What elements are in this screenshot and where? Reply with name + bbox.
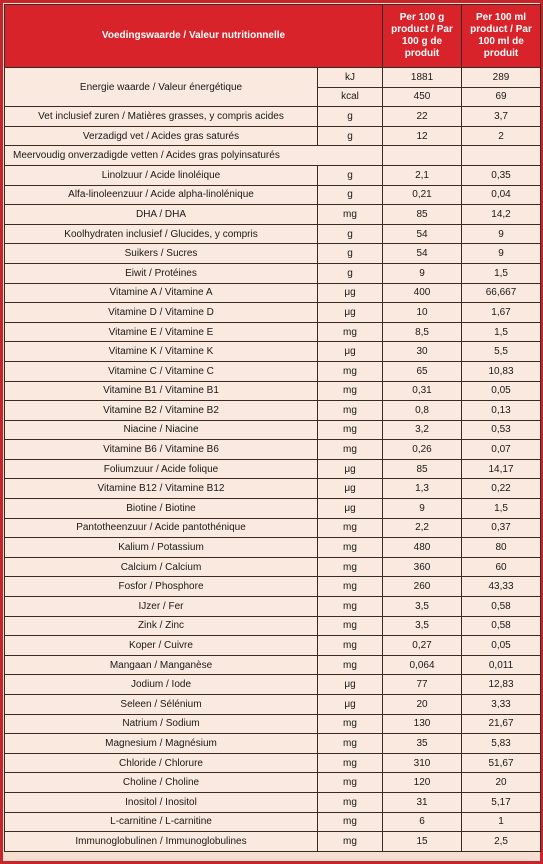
value-per-100g: 0,8 <box>383 401 462 421</box>
value-per-100g: 31 <box>383 792 462 812</box>
unit-cell: μg <box>318 303 383 323</box>
unit-cell: mg <box>318 440 383 460</box>
table-row <box>5 205 541 225</box>
value-per-100ml: 9 <box>462 244 541 264</box>
value-per-100ml: 0,58 <box>462 597 541 617</box>
value-per-100g: 1,3 <box>383 479 462 499</box>
table-row <box>5 538 541 558</box>
unit-cell: mg <box>318 714 383 734</box>
nutrient-label: Immunoglobulinen / Immunoglobulines <box>5 832 318 852</box>
value-per-100g: 3,5 <box>383 616 462 636</box>
unit-cell: g <box>318 126 383 146</box>
table-row <box>5 832 541 852</box>
value-per-100ml: 0,37 <box>462 518 541 538</box>
value-per-100g: 0,064 <box>383 655 462 675</box>
table-row <box>5 322 541 342</box>
value-per-100ml: 66,667 <box>462 283 541 303</box>
nutrient-label: Vitamine K / Vitamine K <box>5 342 318 362</box>
value-per-100ml: 289 <box>462 68 541 88</box>
value-per-100ml: 0,04 <box>462 185 541 205</box>
value-per-100g: 9 <box>383 263 462 283</box>
value-per-100g: 0,27 <box>383 636 462 656</box>
nutrition-table <box>4 4 541 852</box>
unit-cell: mg <box>318 773 383 793</box>
table-row <box>5 185 541 205</box>
value-per-100ml: 0,58 <box>462 616 541 636</box>
table-row <box>5 401 541 421</box>
value-per-100g: 12 <box>383 126 462 146</box>
unit-cell: mg <box>318 322 383 342</box>
value-per-100g: 9 <box>383 499 462 519</box>
nutrient-label: Vitamine B2 / Vitamine B2 <box>5 401 318 421</box>
nutrient-label: Vitamine B1 / Vitamine B1 <box>5 381 318 401</box>
table-row <box>5 107 541 127</box>
unit-cell: g <box>318 185 383 205</box>
table-row <box>5 616 541 636</box>
table-row <box>5 342 541 362</box>
unit-cell: g <box>318 244 383 264</box>
unit-cell: mg <box>318 792 383 812</box>
value-per-100ml: 10,83 <box>462 361 541 381</box>
unit-cell: μg <box>318 479 383 499</box>
table-row <box>5 714 541 734</box>
nutrient-label: Mangaan / Manganèse <box>5 655 318 675</box>
table-row <box>5 499 541 519</box>
unit-cell: mg <box>318 753 383 773</box>
unit-cell: mg <box>318 205 383 225</box>
unit-cell: μg <box>318 695 383 715</box>
value-per-100ml: 9 <box>462 224 541 244</box>
table-row <box>5 165 541 185</box>
value-per-100g: 2,1 <box>383 165 462 185</box>
value-per-100g: 85 <box>383 459 462 479</box>
nutrition-panel <box>3 3 540 861</box>
value-per-100g: 260 <box>383 577 462 597</box>
table-row <box>5 479 541 499</box>
nutrient-label: Biotine / Biotine <box>5 499 318 519</box>
unit-cell: mg <box>318 832 383 852</box>
value-per-100ml: 69 <box>462 87 541 107</box>
value-per-100ml: 14,2 <box>462 205 541 225</box>
unit-cell: kJ <box>318 68 383 88</box>
unit-cell: μg <box>318 459 383 479</box>
header-per-100ml: Per 100 ml product / Par 100 ml de produit <box>462 5 541 68</box>
unit-cell: mg <box>318 636 383 656</box>
value-per-100g: 0,21 <box>383 185 462 205</box>
value-per-100ml: 5,83 <box>462 734 541 754</box>
table-row <box>5 126 541 146</box>
table-row <box>5 753 541 773</box>
table-row <box>5 361 541 381</box>
value-per-100g: 2,2 <box>383 518 462 538</box>
value-per-100ml: 0,35 <box>462 165 541 185</box>
table-row <box>5 577 541 597</box>
value-per-100ml: 20 <box>462 773 541 793</box>
nutrient-label: Suikers / Sucres <box>5 244 318 264</box>
table-subheader-row <box>5 146 541 166</box>
nutrient-label: Niacine / Niacine <box>5 420 318 440</box>
nutrient-label: IJzer / Fer <box>5 597 318 617</box>
table-row <box>5 655 541 675</box>
unit-cell: mg <box>318 538 383 558</box>
nutrient-label: Koper / Cuivre <box>5 636 318 656</box>
table-row <box>5 518 541 538</box>
table-row <box>5 773 541 793</box>
table-row <box>5 557 541 577</box>
nutrient-label: Vitamine E / Vitamine E <box>5 322 318 342</box>
nutrient-label: Seleen / Sélénium <box>5 695 318 715</box>
value-per-100g: 1881 <box>383 68 462 88</box>
value-per-100ml: 2,5 <box>462 832 541 852</box>
nutrient-label: Koolhydraten inclusief / Glucides, y compris <box>5 224 318 244</box>
value-per-100g: 130 <box>383 714 462 734</box>
value-per-100g: 120 <box>383 773 462 793</box>
value-per-100ml: 0,53 <box>462 420 541 440</box>
empty-cell <box>383 146 462 166</box>
unit-cell: μg <box>318 675 383 695</box>
value-per-100ml: 3,7 <box>462 107 541 127</box>
nutrient-label: Vitamine B6 / Vitamine B6 <box>5 440 318 460</box>
unit-cell: mg <box>318 577 383 597</box>
value-per-100ml: 1,67 <box>462 303 541 323</box>
table-row <box>5 597 541 617</box>
value-per-100ml: 60 <box>462 557 541 577</box>
nutrient-label: Jodium / Iode <box>5 675 318 695</box>
unit-cell: μg <box>318 342 383 362</box>
nutrient-label: Zink / Zinc <box>5 616 318 636</box>
nutrient-label: Vitamine D / Vitamine D <box>5 303 318 323</box>
nutrient-label: Kalium / Potassium <box>5 538 318 558</box>
nutrient-label: Alfa-linoleenzuur / Acide alpha-linolénique <box>5 185 318 205</box>
unit-cell: g <box>318 165 383 185</box>
table-row <box>5 381 541 401</box>
value-per-100g: 3,2 <box>383 420 462 440</box>
unit-cell: mg <box>318 597 383 617</box>
unit-cell: μg <box>318 499 383 519</box>
table-row <box>5 675 541 695</box>
unit-cell: g <box>318 263 383 283</box>
table-row <box>5 420 541 440</box>
value-per-100ml: 5,17 <box>462 792 541 812</box>
unit-cell: mg <box>318 557 383 577</box>
nutrient-label: Magnesium / Magnésium <box>5 734 318 754</box>
value-per-100ml: 2 <box>462 126 541 146</box>
value-per-100g: 30 <box>383 342 462 362</box>
nutrient-label: Vitamine B12 / Vitamine B12 <box>5 479 318 499</box>
header-row <box>5 5 541 68</box>
nutrient-label: Linolzuur / Acide linoléique <box>5 165 318 185</box>
value-per-100g: 0,31 <box>383 381 462 401</box>
unit-cell: mg <box>318 734 383 754</box>
value-per-100ml: 0,13 <box>462 401 541 421</box>
value-per-100g: 3,5 <box>383 597 462 617</box>
unit-cell: μg <box>318 283 383 303</box>
value-per-100g: 400 <box>383 283 462 303</box>
value-per-100g: 6 <box>383 812 462 832</box>
nutrient-label: Vitamine A / Vitamine A <box>5 283 318 303</box>
unit-cell: mg <box>318 361 383 381</box>
value-per-100ml: 1,5 <box>462 263 541 283</box>
unit-cell: mg <box>318 401 383 421</box>
unit-cell: mg <box>318 381 383 401</box>
table-body <box>5 68 541 852</box>
empty-cell <box>462 146 541 166</box>
table-row <box>5 734 541 754</box>
subheader-label: Meervoudig onverzadigde vetten / Acides gras polyinsaturés <box>5 146 383 166</box>
table-row <box>5 244 541 264</box>
value-per-100g: 65 <box>383 361 462 381</box>
value-per-100g: 85 <box>383 205 462 225</box>
nutrient-label: Choline / Choline <box>5 773 318 793</box>
value-per-100ml: 5,5 <box>462 342 541 362</box>
nutrient-label: Natrium / Sodium <box>5 714 318 734</box>
value-per-100ml: 12,83 <box>462 675 541 695</box>
nutrient-label: Calcium / Calcium <box>5 557 318 577</box>
nutrient-label: Eiwit / Protéines <box>5 263 318 283</box>
unit-cell: kcal <box>318 87 383 107</box>
nutrient-label: Chloride / Chlorure <box>5 753 318 773</box>
value-per-100ml: 1,5 <box>462 322 541 342</box>
value-per-100g: 310 <box>383 753 462 773</box>
value-per-100ml: 0,22 <box>462 479 541 499</box>
unit-cell: mg <box>318 616 383 636</box>
nutrient-label: Pantotheenzuur / Acide pantothénique <box>5 518 318 538</box>
nutrient-label: Verzadigd vet / Acides gras saturés <box>5 126 318 146</box>
value-per-100g: 35 <box>383 734 462 754</box>
value-per-100ml: 43,33 <box>462 577 541 597</box>
value-per-100ml: 0,05 <box>462 381 541 401</box>
value-per-100ml: 1,5 <box>462 499 541 519</box>
value-per-100g: 20 <box>383 695 462 715</box>
value-per-100ml: 80 <box>462 538 541 558</box>
energy-label: Energie waarde / Valeur énergétique <box>5 68 318 107</box>
table-row <box>5 283 541 303</box>
value-per-100g: 77 <box>383 675 462 695</box>
value-per-100ml: 51,67 <box>462 753 541 773</box>
value-per-100ml: 14,17 <box>462 459 541 479</box>
table-row <box>5 695 541 715</box>
unit-cell: g <box>318 224 383 244</box>
value-per-100g: 15 <box>383 832 462 852</box>
table-row <box>5 224 541 244</box>
nutrient-label: Inositol / Inositol <box>5 792 318 812</box>
value-per-100g: 22 <box>383 107 462 127</box>
nutrient-label: Foliumzuur / Acide folique <box>5 459 318 479</box>
value-per-100g: 480 <box>383 538 462 558</box>
unit-cell: mg <box>318 812 383 832</box>
header-nutrient: Voedingswaarde / Valeur nutritionnelle <box>5 5 383 68</box>
value-per-100ml: 0,05 <box>462 636 541 656</box>
table-row <box>5 263 541 283</box>
table-row-energy-kj <box>5 68 541 88</box>
value-per-100ml: 3,33 <box>462 695 541 715</box>
unit-cell: mg <box>318 518 383 538</box>
unit-cell: mg <box>318 655 383 675</box>
table-row <box>5 459 541 479</box>
nutrient-label: Vitamine C / Vitamine C <box>5 361 318 381</box>
value-per-100g: 450 <box>383 87 462 107</box>
header-per-100g: Per 100 g product / Par 100 g de produit <box>383 5 462 68</box>
table-row <box>5 812 541 832</box>
table-row <box>5 636 541 656</box>
nutrient-label: Vet inclusief zuren / Matières grasses, y compris acides <box>5 107 318 127</box>
table-row <box>5 440 541 460</box>
value-per-100ml: 21,67 <box>462 714 541 734</box>
value-per-100g: 10 <box>383 303 462 323</box>
value-per-100g: 8,5 <box>383 322 462 342</box>
value-per-100g: 54 <box>383 224 462 244</box>
nutrient-label: Fosfor / Phosphore <box>5 577 318 597</box>
value-per-100g: 360 <box>383 557 462 577</box>
value-per-100ml: 1 <box>462 812 541 832</box>
value-per-100ml: 0,07 <box>462 440 541 460</box>
value-per-100g: 0,26 <box>383 440 462 460</box>
nutrient-label: DHA / DHA <box>5 205 318 225</box>
nutrient-label: L-carnitine / L-carnitine <box>5 812 318 832</box>
unit-cell: g <box>318 107 383 127</box>
table-row <box>5 303 541 323</box>
value-per-100g: 54 <box>383 244 462 264</box>
table-row <box>5 792 541 812</box>
value-per-100ml: 0,011 <box>462 655 541 675</box>
unit-cell: mg <box>318 420 383 440</box>
